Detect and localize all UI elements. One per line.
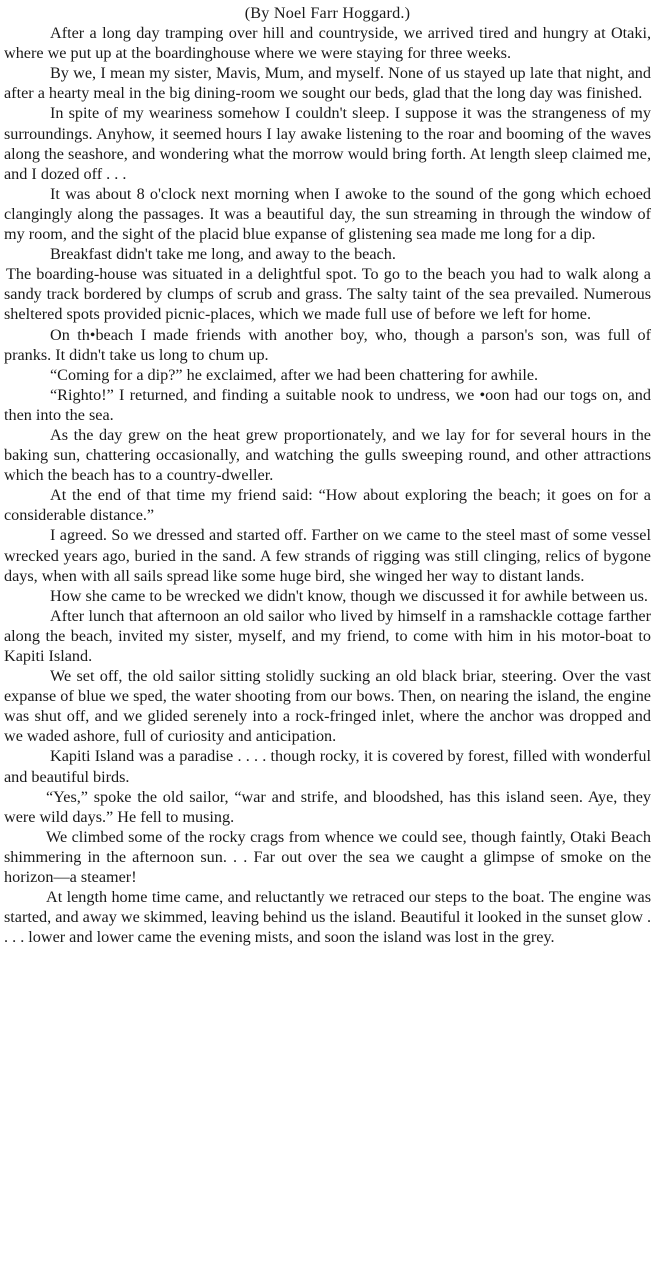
paragraph-4: It was about 8 o'clock next morning when I awoke to the sound of the gong which echoed clangingly along the passages. It was a beautiful day, the sun streaming in through the window of my room, and the sight of the placid blue expanse of glistening sea made me long for a dip. bbox=[4, 184, 651, 244]
paragraph-9: “Righto!” I returned, and finding a suitable nook to undress, we •oon had our togs on, and then into the sea. bbox=[4, 385, 651, 424]
paragraph-16: Kapiti Island was a paradise . . . . though rocky, it is covered by forest, filled with wonderful and beautiful birds. bbox=[4, 747, 651, 786]
paragraph-5: Breakfast didn't take me long, and away to the beach. bbox=[50, 245, 396, 264]
author-byline: (By Noel Farr Hoggard.) bbox=[244, 4, 411, 22]
paragraph-14: After lunch that afternoon an old sailor who lived by himself in a ramshackle cottage farther along the beach, invited my sister, myself, and my friend, to come with him in his motor-boat to Kapiti Island. bbox=[4, 606, 651, 665]
paragraph-2: By we, I mean my sister, Mavis, Mum, and myself. None of us stayed up late that night, and after a hearty meal in the big dining-room we sought our beds, glad that the long day was finished. bbox=[4, 64, 651, 103]
paragraph-15: We set off, the old sailor sitting stolidly sucking an old black briar, steering. Over the vast expanse of blue we sped, the water shooting from our bows. Then, on nearing the island, the engine was shut off, and we glided serenely into a rock-fringed inlet, where the anchor was dropped and we waded ashore, full of curiosity and anticipation. bbox=[4, 667, 651, 746]
paragraph-3: In spite of my weariness somehow I couldn't sleep. I suppose it was the strangeness of my surroundings. Anyhow, it seemed hours I lay awake listening to the roar and booming of the waves along the seashore, and wondering what the morrow would bring forth. At length sleep claimed me, and I dozed off . . . bbox=[4, 104, 651, 183]
paragraph-1: After a long day tramping over hill and countryside, we arrived tired and hungry at Otaki, where we put up at the boardinghouse where we were staying for three weeks. bbox=[4, 24, 651, 63]
paragraph-19: At length home time came, and reluctantly we retraced our steps to the boat. The engine was started, and away we skimmed, leaving behind us the island. Beautiful it looked in the sunset glow . . . . lower and lower came the evening mists, and soon the island was lost in the grey. bbox=[4, 888, 651, 947]
paragraph-12: I agreed. So we dressed and started off. Farther on we came to the steel mast of some vessel wrecked years ago, buried in the sand. A few strands of rigging was still clinging, relics of bygone days, when with all sails spread like some huge bird, she winged her way to distant lands. bbox=[4, 526, 651, 585]
paragraph-11: At the end of that time my friend said: “How about exploring the beach; it goes on for a considerable distance.” bbox=[4, 486, 651, 525]
paragraph-18: We climbed some of the rocky crags from whence we could see, though faintly, Otaki Beach shimmering in the afternoon sun. . . Far out over the sea we caught a glimpse of smoke on the horizon—a steamer! bbox=[4, 827, 651, 887]
paragraph-8: “Coming for a dip?” he exclaimed, after we had been chattering for awhile. bbox=[50, 365, 539, 384]
paragraph-7: On th•beach I made friends with another boy, who, though a parson's son, was full of pranks. It didn't take us long to chum up. bbox=[4, 325, 651, 364]
paragraph-10: As the day grew on the heat grew proportionately, and we lay for for several hours in the baking sun, chattering occasionally, and watching the gulls sweeping round, and other attractions which the beach has to a country-dweller. bbox=[4, 425, 651, 485]
paragraph-6: The boarding-house was situated in a delightful spot. To go to the beach you had to walk along a sandy track bordered by clumps of scrub and grass. The salty taint of the sea prevailed. Numerous sheltered spots provided picnic-places, which we made full use of before we left for home. bbox=[4, 265, 651, 324]
paragraph-13: How she came to be wrecked we didn't know, though we discussed it for awhile between us. bbox=[50, 586, 648, 605]
paragraph-17: “Yes,” spoke the old sailor, “war and strife, and bloodshed, has this island seen. Aye, they were wild days.” He fell to musing. bbox=[4, 787, 651, 826]
